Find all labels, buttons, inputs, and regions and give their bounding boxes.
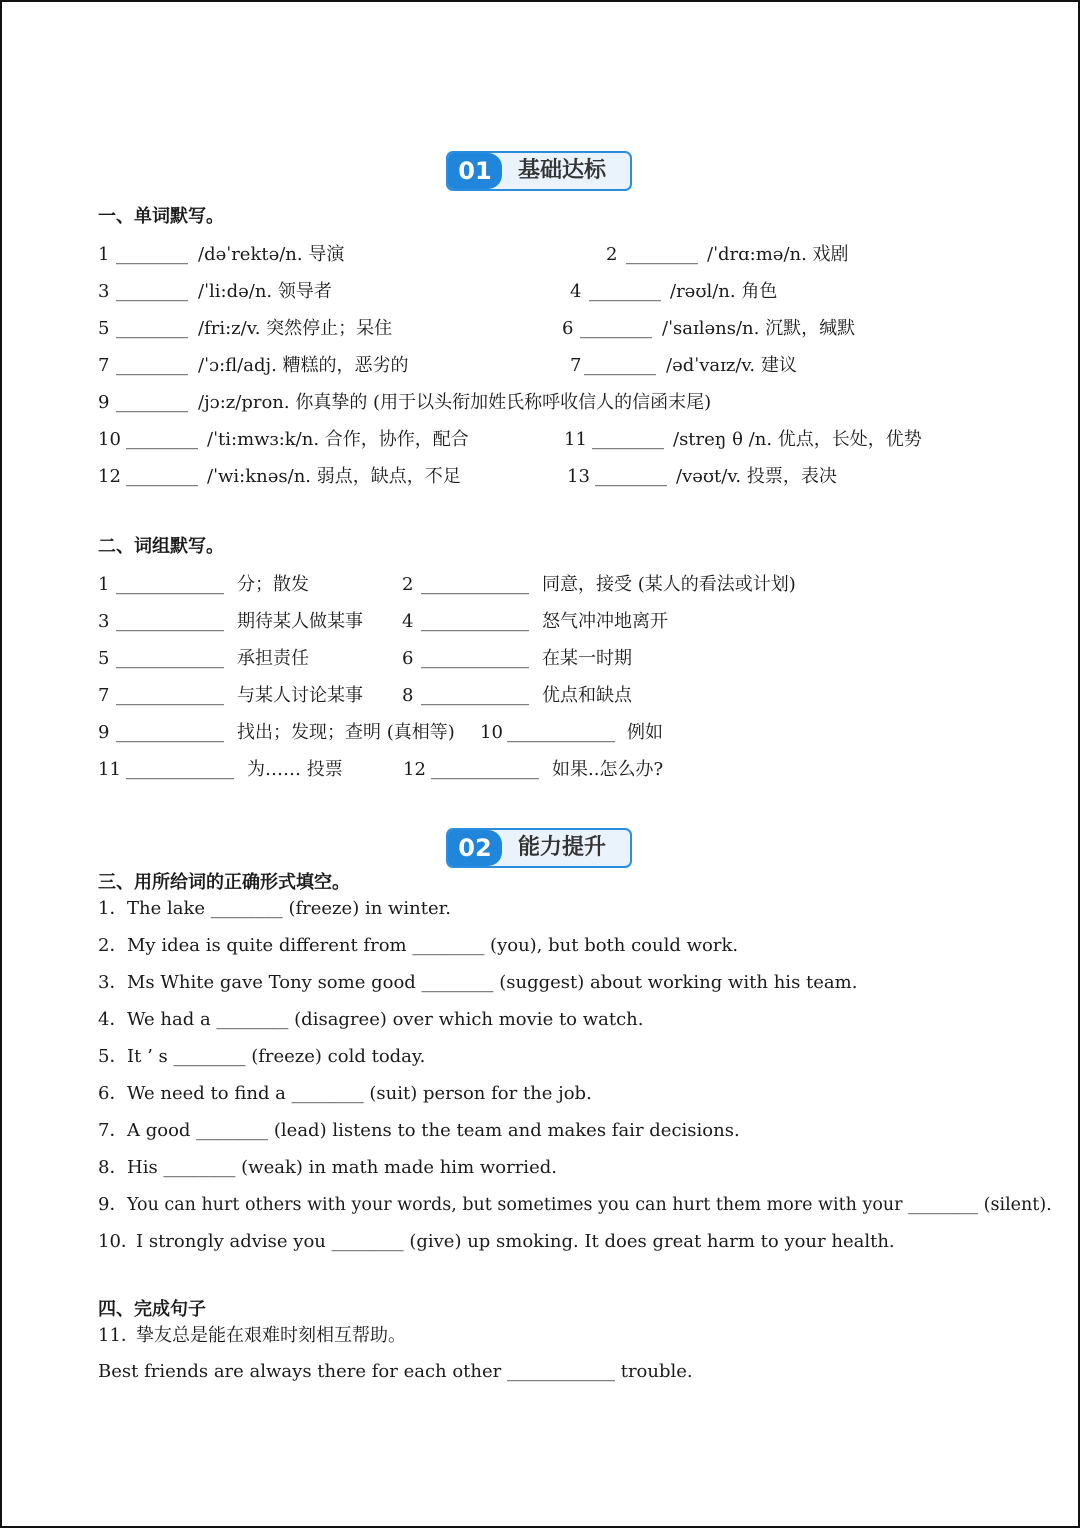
item-hint: /ˈwi:knəs/n. 弱点，缺点，不足: [207, 466, 461, 487]
answer-blank[interactable]: ____________: [116, 685, 224, 706]
answer-blank[interactable]: ________: [116, 281, 188, 302]
item-sentence: We had a ________ (disagree) over which movie to watch.: [127, 1009, 644, 1030]
item-meaning: 期待某人做某事: [237, 611, 363, 632]
item-number: 4: [570, 281, 582, 302]
answer-blank[interactable]: ________: [589, 281, 661, 302]
item-number: 7: [98, 685, 110, 706]
item-hint: /ˈti:mwɜ:k/n. 合作，协作，配合: [207, 429, 469, 450]
item-number: 6: [402, 648, 414, 669]
item-number: 9．: [98, 1194, 128, 1215]
badge-label: 基础达标: [518, 158, 607, 183]
answer-blank[interactable]: ________: [116, 392, 188, 413]
answer-blank[interactable]: ____________: [421, 648, 529, 669]
item-hint: /jɔ:z/pron. 你真挚的 (用于以头衔加姓氏称呼收信人的信函末尾): [198, 392, 712, 413]
item-number: 1: [98, 244, 110, 265]
item-sentence: We need to find a ________ (suit) person for the job.: [127, 1083, 592, 1104]
item-hint: /streŋ θ /n. 优点，长处，优势: [673, 429, 922, 450]
item-hint: /fri:z/v. 突然停止；呆住: [198, 318, 393, 339]
section1-heading: 一、单词默写。: [98, 206, 224, 227]
answer-blank[interactable]: ________: [584, 355, 656, 376]
item-sentence: A good ________ (lead) listens to the team and makes fair decisions.: [127, 1120, 740, 1141]
badge-number: 02: [448, 830, 502, 866]
answer-blank[interactable]: ________: [126, 429, 198, 450]
item-number: 11．: [98, 1325, 139, 1346]
item-number: 1: [98, 574, 110, 595]
section-badge-basic: [446, 151, 632, 191]
item-number: 10．: [98, 1231, 139, 1252]
item-number: 5: [98, 648, 110, 669]
item-number: 9: [98, 392, 110, 413]
item-sentence: You can hurt others with your words, but sometimes you can hurt them more with your ________ (silent).: [127, 1195, 1052, 1215]
item-number: 7: [98, 355, 110, 376]
item-hint: /ˈɔ:fl/adj. 糟糕的，恶劣的: [198, 355, 409, 376]
answer-blank[interactable]: ________: [592, 429, 664, 450]
item-sentence: It ’ s ________ (freeze) cold today.: [127, 1046, 426, 1067]
item-number: 8: [402, 685, 414, 706]
english-sentence: Best friends are always there for each other ____________ trouble.: [98, 1361, 693, 1382]
item-number: 2．: [98, 935, 128, 956]
item-sentence: The lake ________ (freeze) in winter.: [127, 898, 451, 919]
item-number: 4: [402, 611, 414, 632]
item-number: 5．: [98, 1046, 128, 1067]
item-hint: /ˈli:də/n. 领导者: [198, 281, 332, 302]
item-hint: /ˈdrɑ:mə/n. 戏剧: [707, 244, 849, 265]
item-meaning: 在某一时期: [542, 648, 632, 669]
item-number: 13: [567, 466, 590, 487]
answer-blank[interactable]: ________: [116, 244, 188, 265]
item-number: 1．: [98, 898, 128, 919]
item-number: 6．: [98, 1083, 128, 1104]
item-number: 2: [606, 244, 618, 265]
item-meaning: 与某人讨论某事: [237, 685, 363, 706]
item-number: 10: [98, 429, 121, 450]
item-number: 11: [98, 759, 121, 780]
section-badge-advanced: [446, 828, 632, 868]
badge-label: 能力提升: [518, 835, 607, 860]
item-number: 3: [98, 281, 110, 302]
item-hint: /ˈsaɪləns/n. 沉默，缄默: [662, 318, 856, 339]
answer-blank[interactable]: ____________: [421, 574, 529, 595]
section2-heading: 二、词组默写。: [98, 536, 224, 557]
answer-blank[interactable]: ____________: [421, 611, 529, 632]
answer-blank[interactable]: ____________: [116, 611, 224, 632]
item-hint: /rəʊl/n. 角色: [670, 281, 778, 302]
item-meaning: 为…… 投票: [247, 759, 343, 780]
answer-blank[interactable]: ____________: [421, 685, 529, 706]
item-number: 4．: [98, 1009, 128, 1030]
answer-blank[interactable]: ________: [116, 355, 188, 376]
item-sentence: Ms White gave Tony some good ________ (suggest) about working with his team.: [127, 972, 858, 993]
badge-number: 01: [448, 153, 502, 189]
section4-heading: 四、完成句子: [98, 1299, 206, 1320]
item-meaning: 分；散发: [237, 574, 309, 595]
item-number: 7: [570, 355, 582, 376]
item-number: 10: [480, 722, 503, 743]
answer-blank[interactable]: ________: [595, 466, 667, 487]
item-number: 3．: [98, 972, 128, 993]
item-sentence: My idea is quite different from ________ (you), but both could work.: [127, 935, 739, 956]
item-sentence: I strongly advise you ________ (give) up smoking. It does great harm to your health.: [136, 1231, 895, 1252]
item-hint: /dəˈrektə/n. 导演: [198, 244, 345, 265]
answer-blank[interactable]: ________: [580, 318, 652, 339]
item-meaning: 优点和缺点: [542, 685, 632, 706]
answer-blank[interactable]: ____________: [116, 648, 224, 669]
item-meaning: 承担责任: [237, 648, 309, 669]
item-number: 6: [562, 318, 574, 339]
item-number: 12: [403, 759, 426, 780]
item-sentence: His ________ (weak) in math made him worried.: [127, 1157, 557, 1178]
item-meaning: 怒气冲冲地离开: [542, 611, 668, 632]
item-number: 11: [564, 429, 587, 450]
item-meaning: 同意，接受 (某人的看法或计划): [542, 574, 796, 595]
item-number: 9: [98, 722, 110, 743]
answer-blank[interactable]: ________: [126, 466, 198, 487]
section3-heading: 三、用所给词的正确形式填空。: [98, 872, 350, 893]
answer-blank[interactable]: ________: [626, 244, 698, 265]
item-number: 5: [98, 318, 110, 339]
answer-blank[interactable]: ____________: [116, 574, 224, 595]
answer-blank[interactable]: ____________: [126, 759, 234, 780]
item-meaning: 如果..怎么办?: [552, 759, 664, 780]
item-number: 8．: [98, 1157, 128, 1178]
answer-blank[interactable]: ____________: [507, 722, 615, 743]
chinese-prompt: 挚友总是能在艰难时刻相互帮助。: [136, 1325, 406, 1346]
item-meaning: 例如: [627, 722, 663, 743]
item-number: 3: [98, 611, 110, 632]
item-number: 7．: [98, 1120, 128, 1141]
item-number: 12: [98, 466, 121, 487]
answer-blank[interactable]: ____________: [431, 759, 539, 780]
answer-blank[interactable]: ________: [116, 318, 188, 339]
answer-blank[interactable]: ____________: [116, 722, 224, 743]
item-hint: /vəʊt/v. 投票，表决: [676, 466, 837, 487]
item-number: 2: [402, 574, 414, 595]
item-hint: /ədˈvaɪz/v. 建议: [666, 355, 797, 376]
item-meaning: 找出；发现；查明 (真相等): [237, 722, 455, 743]
